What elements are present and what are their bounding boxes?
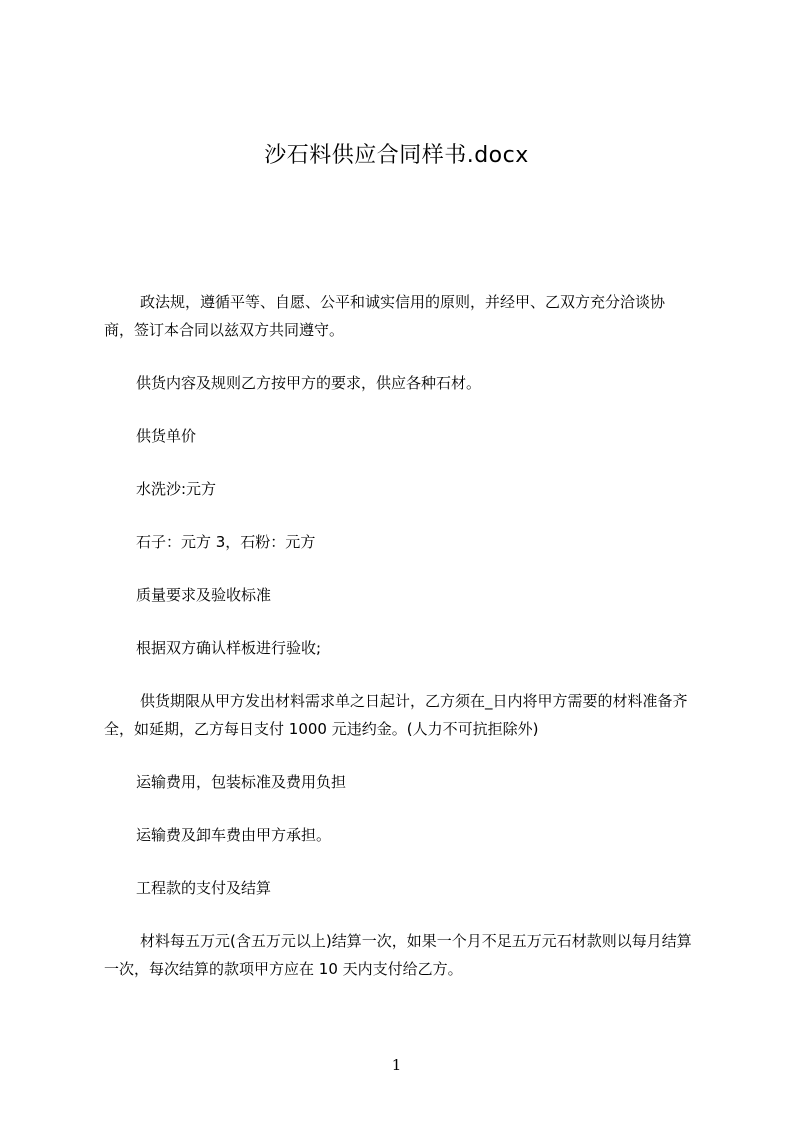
paragraph-stone-powder: 石子：元方 3，石粉：元方 (136, 533, 316, 551)
paragraph-quality-heading: 质量要求及验收标准 (136, 586, 272, 604)
document-title: 沙石料供应合同样书.docx (264, 143, 529, 168)
paragraph-preamble: 政法规，遵循平等、自愿、公平和诚实信用的原则，并经甲、乙双方充分洽谈协商，签订本合同以兹双方共同遵守。 (104, 293, 666, 339)
paragraph-transport-cost: 运输费及卸车费由甲方承担。 (136, 826, 332, 844)
paragraph-washed-sand: 水洗沙:元方 (136, 480, 217, 498)
paragraph-delivery-period: 供货期限从甲方发出材料需求单之日起计，乙方须在_日内将甲方需要的材料准备齐全，如延期，乙方每日支付 1000 元违约金。(人力不可抗拒除外) (104, 692, 688, 738)
document-body (104, 288, 694, 1008)
page-number: 1 (391, 1056, 402, 1074)
paragraph-transport-heading: 运输费用，包装标准及费用负担 (136, 773, 347, 791)
paragraph-settlement: 材料每五万元(含五万元以上)结算一次，如果一个月不足五万元石材款则以每月结算一次，每次结算的款项甲方应在 10 天内支付给乙方。 (104, 932, 692, 978)
paragraph-acceptance: 根据双方确认样板进行验收; (136, 639, 322, 657)
paragraph-unit-price-heading: 供货单价 (136, 427, 197, 445)
paragraph-supply-content: 供货内容及规则乙方按甲方的要求，供应各种石材。 (136, 374, 482, 392)
paragraph-payment-heading: 工程款的支付及结算 (136, 879, 272, 897)
